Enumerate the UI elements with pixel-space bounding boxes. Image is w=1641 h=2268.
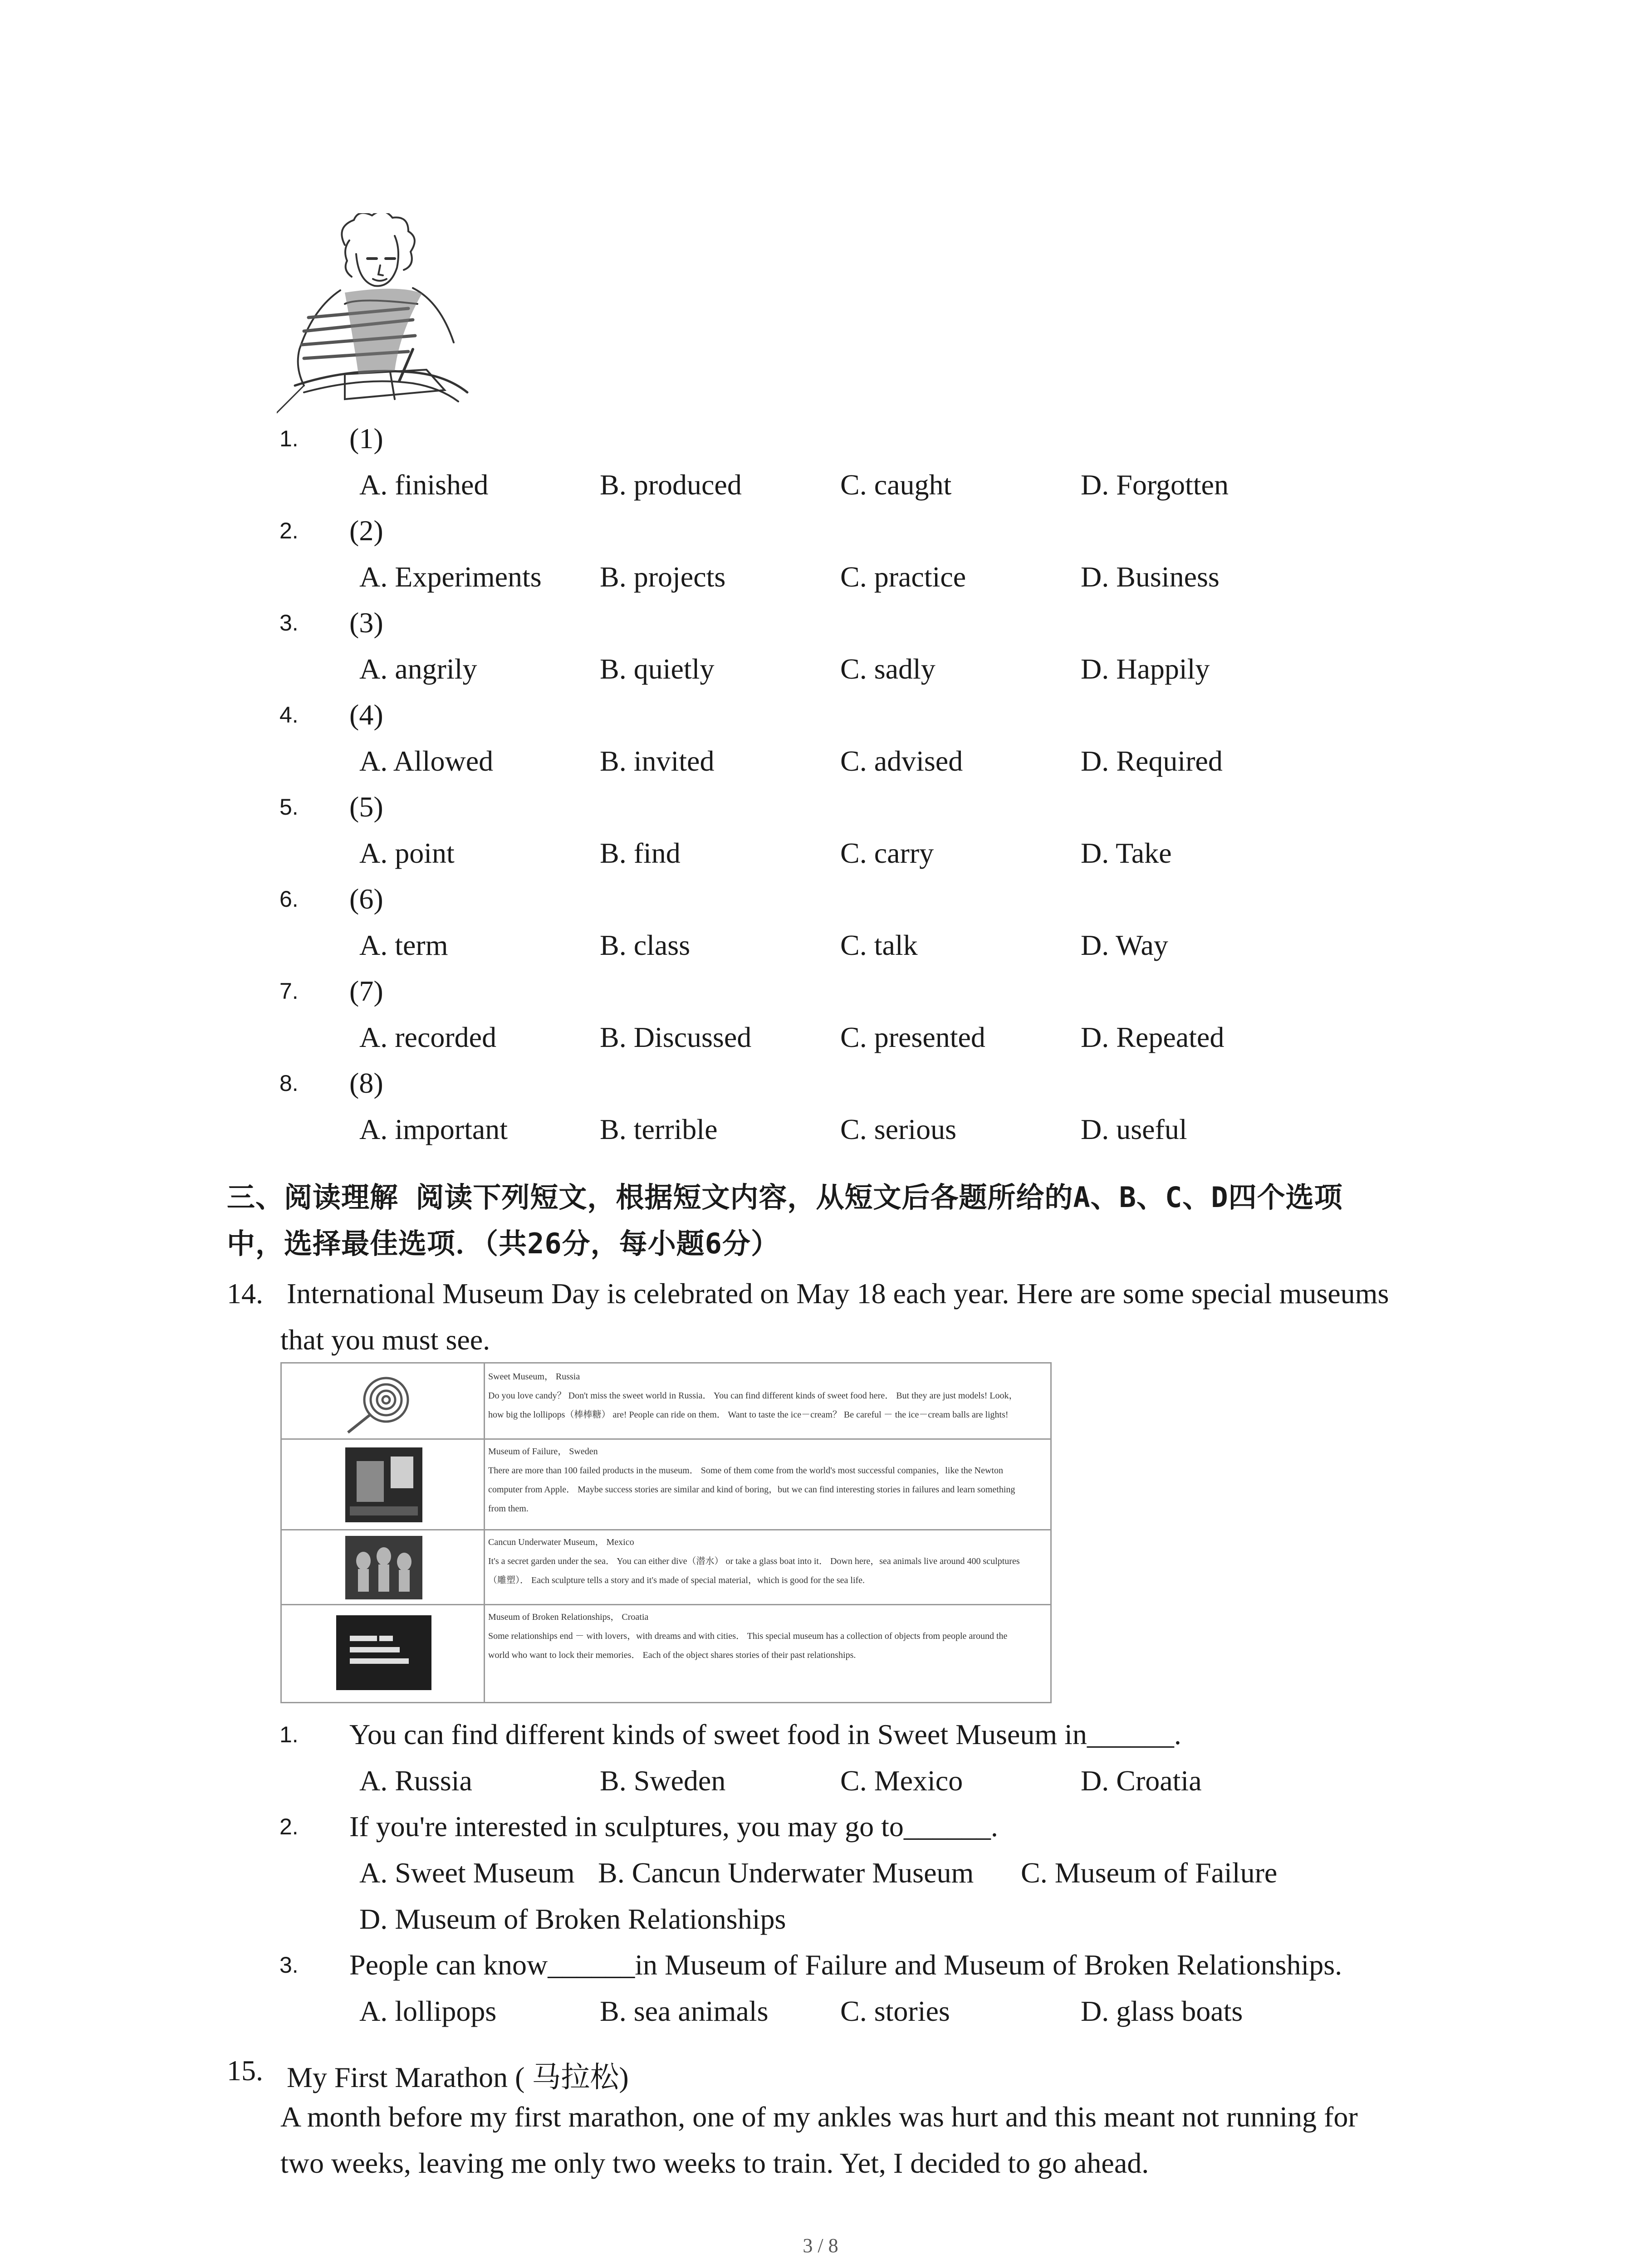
museum-text-line: world who want to lock their memories． Each of the object shares stories of their past relationships. (488, 1650, 856, 1660)
option-b[interactable]: B. sea animals (600, 1995, 769, 2027)
option-c[interactable]: C. talk (840, 929, 918, 961)
option-c[interactable]: C. caught (840, 469, 952, 501)
option-b[interactable]: B. class (600, 929, 691, 961)
museum-text-line: It's a secret garden under the sea． You can either dive（潜水） or take a glass boat into it． Down here，sea animals live around 400 sculptures (488, 1556, 1020, 1566)
question-15-paragraph-line2: two weeks, leaving me only two weeks to train. Yet, I decided to go ahead. (280, 2147, 1149, 2179)
museum-table (280, 1362, 1052, 1703)
option-a[interactable]: A. point (359, 837, 455, 869)
option-b[interactable]: B. Discussed (600, 1021, 752, 1053)
museum-row (282, 1438, 1050, 1530)
question-number: 4. (279, 702, 299, 728)
museum-description (488, 1533, 1048, 1590)
section-heading-line1: 三、阅读理解 阅读下列短文，根据短文内容，从短文后各题所给的A、B、C、D四个选项 (227, 1181, 1343, 1214)
page-number: 3 / 8 (803, 2234, 838, 2257)
question-label: (8) (349, 1067, 383, 1099)
option-a[interactable]: A. Experiments (359, 561, 542, 593)
museum-text-line: （雕塑）． Each sculpture tells a story and it's made of special material，which is good for the sea life. (488, 1575, 865, 1585)
question-text: People can know______in Museum of Failure and Museum of Broken Relationships. (349, 1949, 1342, 1981)
option-b[interactable]: B. produced (600, 469, 742, 501)
museum-title: Museum of Broken Relationships， Croatia (488, 1612, 649, 1622)
option-b[interactable]: B. invited (600, 745, 715, 777)
option-c[interactable]: C. Museum of Failure (1021, 1857, 1278, 1889)
question-number: 5. (279, 794, 299, 820)
question-15-title: My First Marathon ( 马拉松) (287, 2061, 629, 2093)
failure-museum-image (282, 1438, 485, 1529)
option-a[interactable]: A. angrily (359, 653, 477, 685)
option-d[interactable]: D. Required (1081, 745, 1223, 777)
museum-text-line: how big the lollipops（棒棒糖） are! People can ride on them． Want to taste the ice－cream？ Be careful － the ice－cream balls are lights! (488, 1410, 1009, 1420)
option-a[interactable]: A. lollipops (359, 1995, 497, 2027)
question-15-paragraph-line1: A month before my first marathon, one of my ankles was hurt and this meant not running for (280, 2101, 1358, 2133)
museum-description (488, 1608, 1048, 1665)
question-number: 3. (279, 1952, 299, 1978)
museum-description (488, 1442, 1048, 1518)
option-d[interactable]: D. Business (1081, 561, 1220, 593)
question-14-number: 14. (227, 1277, 263, 1310)
museum-row (282, 1604, 1050, 1702)
option-b[interactable]: B. Sweden (600, 1765, 726, 1797)
option-a[interactable]: A. Sweet Museum (359, 1857, 575, 1889)
question-14-intro-line1: International Museum Day is celebrated on May 18 each year. Here are some special museums (287, 1277, 1389, 1310)
option-a[interactable]: A. Allowed (359, 745, 494, 777)
museum-text-line: Do you love candy？ Don't miss the sweet world in Russia． You can find different kinds of sweet food here． But they are just models! Look， (488, 1391, 1018, 1401)
broken-relationships-sign-image (282, 1604, 485, 1702)
option-a[interactable]: A. recorded (359, 1021, 497, 1053)
underwater-sculptures-image (282, 1529, 485, 1604)
option-c[interactable]: C. stories (840, 1995, 950, 2027)
option-b[interactable]: B. quietly (600, 653, 715, 685)
option-d[interactable]: D. useful (1081, 1113, 1187, 1145)
question-number: 2. (279, 1814, 299, 1839)
question-label: (2) (349, 514, 383, 547)
option-c[interactable]: C. presented (840, 1021, 985, 1053)
museum-title: Cancun Underwater Museum， Mexico (488, 1537, 634, 1547)
museum-row (282, 1364, 1050, 1440)
question-label: (5) (349, 791, 383, 823)
option-d[interactable]: D. Happily (1081, 653, 1210, 685)
question-number: 1. (279, 1722, 299, 1747)
museum-text-line: Some relationships end － with lovers，with dreams and with cities． This special museum has a collection of objects from people around the (488, 1631, 1008, 1641)
option-c[interactable]: C. carry (840, 837, 934, 869)
museum-description (488, 1367, 1048, 1424)
option-d[interactable]: D. Forgotten (1081, 469, 1229, 501)
question-number: 2. (279, 518, 299, 543)
museum-title: Museum of Failure， Sweden (488, 1447, 598, 1457)
option-c[interactable]: C. Mexico (840, 1765, 963, 1797)
option-d[interactable]: D. Take (1081, 837, 1172, 869)
section-heading-line2: 中，选择最佳选项．（共26分，每小题6分） (227, 1227, 779, 1260)
question-text: If you're interested in sculptures, you may go to______. (349, 1810, 998, 1843)
question-label: (4) (349, 699, 383, 731)
option-d[interactable]: D. Way (1081, 929, 1168, 961)
option-a[interactable]: A. Russia (359, 1765, 472, 1797)
question-number: 3. (279, 610, 299, 635)
question-number: 7. (279, 978, 299, 1004)
question-label: (1) (349, 422, 383, 455)
option-d[interactable]: D. Croatia (1081, 1765, 1202, 1797)
option-a[interactable]: A. important (359, 1113, 508, 1145)
option-c[interactable]: C. advised (840, 745, 963, 777)
question-label: (7) (349, 975, 383, 1007)
option-a[interactable]: A. term (359, 929, 448, 961)
museum-title: Sweet Museum， Russia (488, 1372, 580, 1382)
question-number: 6. (279, 886, 299, 912)
option-c[interactable]: C. sadly (840, 653, 936, 685)
question-number: 8. (279, 1070, 299, 1096)
option-c[interactable]: C. practice (840, 561, 966, 593)
option-d[interactable]: D. glass boats (1081, 1995, 1243, 2027)
question-label: (3) (349, 606, 383, 639)
option-b[interactable]: B. Cancun Underwater Museum (598, 1857, 974, 1889)
lollipop-image (282, 1364, 485, 1438)
option-c[interactable]: C. serious (840, 1113, 956, 1145)
question-15-number: 15. (227, 2054, 263, 2087)
option-b[interactable]: B. projects (600, 561, 726, 593)
option-a[interactable]: A. finished (359, 469, 489, 501)
question-14-intro-line2: that you must see. (280, 1324, 490, 1356)
museum-row (282, 1529, 1050, 1605)
option-b[interactable]: B. find (600, 837, 681, 869)
person-writing-illustration (277, 213, 476, 417)
question-number: 1. (279, 426, 299, 451)
option-d[interactable]: D. Repeated (1081, 1021, 1225, 1053)
option-d[interactable]: D. Museum of Broken Relationships (359, 1903, 786, 1935)
museum-text-line: computer from Apple． Maybe success stories are similar and kind of boring，but we can find interesting stories in failures and learn something (488, 1485, 1015, 1495)
question-text: You can find different kinds of sweet food in Sweet Museum in______. (349, 1718, 1181, 1750)
question-label: (6) (349, 883, 383, 915)
option-b[interactable]: B. terrible (600, 1113, 718, 1145)
museum-text-line: There are more than 100 failed products in the museum． Some of them come from the world's most successful companies，like the Newton (488, 1466, 1003, 1476)
museum-text-line: from them. (488, 1504, 529, 1514)
